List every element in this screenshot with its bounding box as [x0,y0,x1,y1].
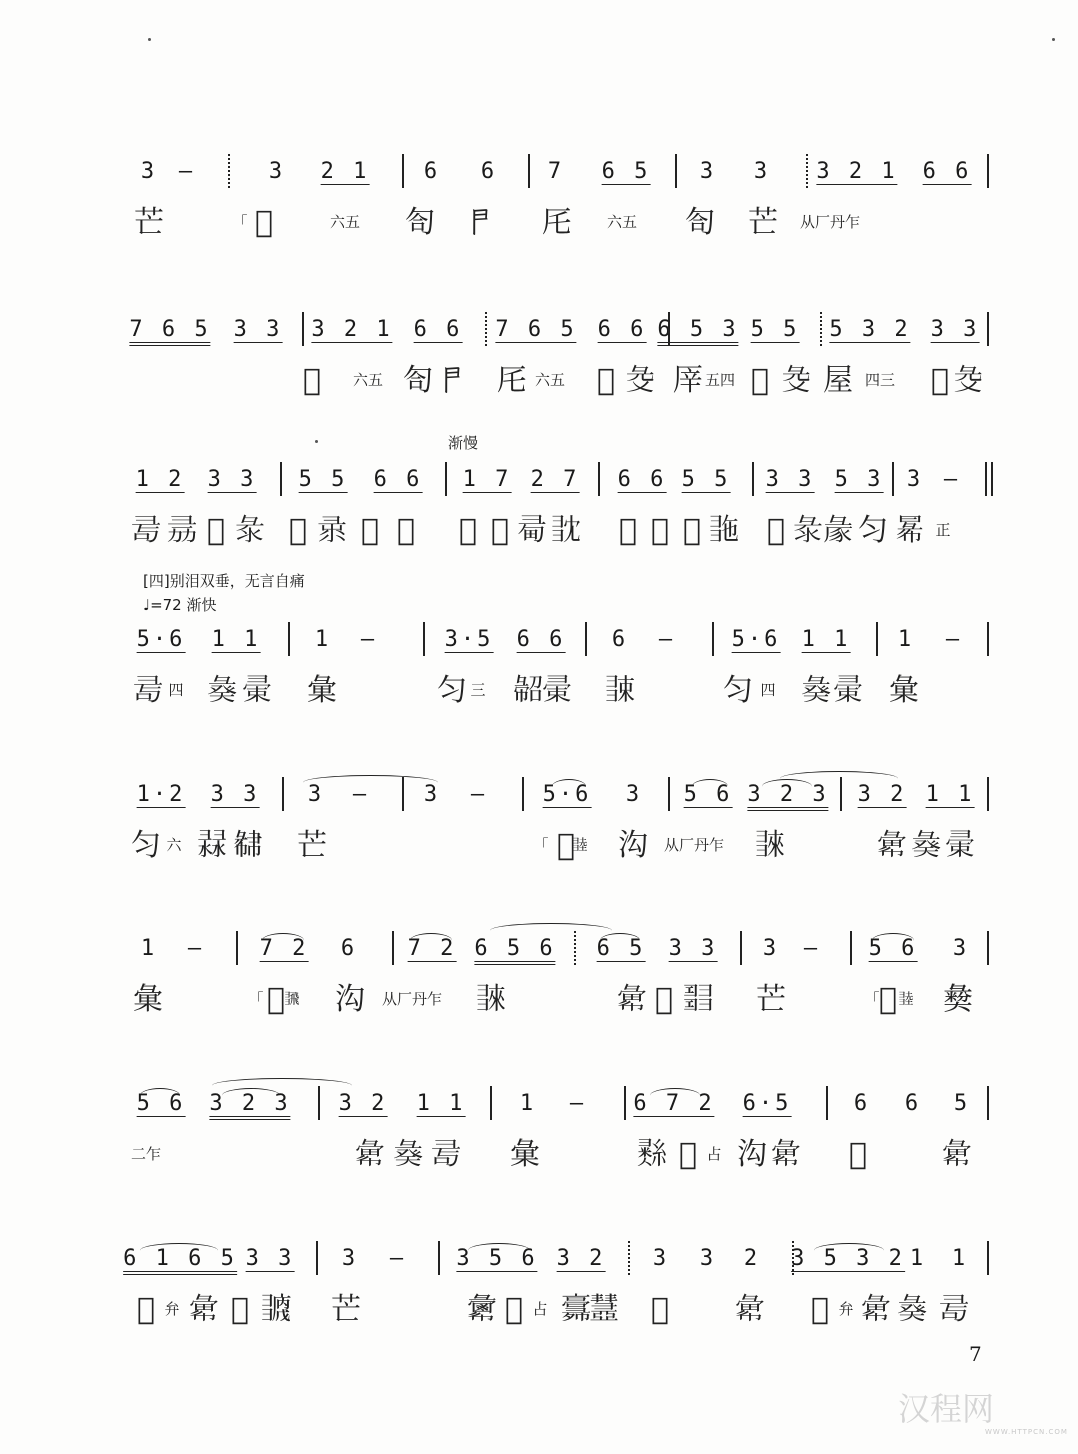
barline [820,312,822,346]
note: 3 2 1 [816,159,898,184]
tablature-char: 沟 [618,828,648,863]
tablature-char: 𢑒 [596,363,616,398]
barline [402,154,404,188]
note: 3·5 [444,627,494,652]
barline [280,462,282,496]
note: 6 1 6 5 [123,1247,237,1275]
note: 2 1 [320,159,370,184]
barline [876,622,878,656]
barline [987,931,989,965]
tablature-char: 𢑥 [307,673,337,708]
barline [987,622,989,656]
tablature-char: 𢑜 [517,513,547,548]
tablature-char: 𢑖 [682,513,702,548]
tablature-char: 𢑖 [206,513,226,548]
tablature-char: 四三 [864,371,896,389]
note: 6 6 [413,317,463,342]
barline [987,1241,989,1275]
barline [806,154,808,188]
tablature-char: 𢑣 [897,1292,927,1327]
note: 6 5 6 [474,937,555,965]
tablature-char: 𢑫 [898,990,914,1008]
tablature-char: 𢑓 [781,363,811,398]
page-number: 7 [969,1342,982,1366]
tablature-line [0,1293,1078,1353]
note: 6 6 [617,467,667,492]
note: 1·2 [136,782,186,807]
note: 5 6 [136,1091,186,1116]
note: 3 [268,159,286,184]
note: 1 [897,627,915,652]
note: 6 6 [922,159,972,184]
tablature-line [0,983,1078,1043]
note: 2 7 [530,467,580,492]
tablature-char: 二乍 [130,1145,162,1163]
barline [490,1086,492,1120]
note: 5 5 [298,467,348,492]
note: 3 2 [556,1246,606,1271]
note: 5 6 [683,782,733,807]
barline [423,622,425,656]
tablature-char: 𢑕 [167,513,197,548]
note: 1 1 [211,627,261,652]
tablature-char: 𢑧 [605,673,635,708]
tablature-char: 「 [533,836,549,854]
barline [668,312,670,346]
barline [392,931,394,965]
tablature-char: 𢑘 [317,513,347,548]
slur [262,933,304,948]
tablature-char: 屋 [823,363,853,398]
note: 5 6 [868,936,918,961]
barline [228,154,230,188]
tablature-char: 匀 [858,513,888,548]
barline [826,1086,828,1120]
tablature-char: 𢑭 [189,1292,219,1327]
note: — [360,627,378,652]
note: 5 3 [834,467,884,492]
tablature-char: 𢑦 [513,673,543,708]
speck [315,440,318,443]
barline [445,462,447,496]
tablature-char: 𢑠 [709,513,739,548]
note: 3 [140,159,158,184]
slur [490,923,612,938]
tablature-char: 𢑝 [551,513,581,548]
note: 3 [762,936,780,961]
tablature-char: 𢑷 [467,1292,497,1327]
note: 3 2 3 [209,1092,290,1120]
tablature-char: 𢑯 [654,982,674,1017]
note: 6 7 2 [633,1091,715,1116]
note: 3 [906,467,924,492]
tablature-char: 𢑴 [136,1292,156,1327]
note: 7 6 5 [129,318,210,346]
barline [987,312,989,346]
note: 3 3 [207,467,257,492]
barline [288,622,290,656]
tablature-char: 𢑺 [650,1292,670,1327]
watermark: 汉程网 [898,1390,995,1428]
tablature-char: 芒 [748,205,778,240]
tablature-char: 𢑣 [801,673,831,708]
ritardando-mark: 渐慢 [448,434,479,452]
note: — [658,627,676,652]
slur [140,1243,218,1258]
barline [624,1086,626,1120]
note: 6 6 [373,467,423,492]
tablature-char: 𠁣 [437,363,467,398]
tablature-char: 六五 [606,213,638,231]
tablature-char: 𠁣 [465,205,495,240]
tablature-char: 𢑲 [637,1137,667,1172]
barline [987,777,989,811]
tablature-char: 𢑪 [504,1292,524,1327]
note: 3 3 [245,1246,295,1271]
tablature-char: 𢑒 [930,363,950,398]
tablature-char: 占 [706,1145,722,1163]
tablature-char: 厗 [673,363,703,398]
note: 6·5 [742,1091,792,1116]
tablature-char: 弁 [164,1300,180,1318]
tablature-char: 芒 [134,205,164,240]
barline [628,1241,630,1275]
tablature-char: 「 [864,990,880,1008]
note: 7 6 5 [495,317,577,342]
tablature-char: 芒 [297,828,327,863]
tablature-line [0,1138,1078,1198]
tablature-line [0,674,1078,734]
barline [302,312,304,346]
tablature-char: 沟 [335,982,365,1017]
slur [552,779,586,794]
tablature-char: 𢑗 [235,513,265,548]
tablature-char: 𢑒 [750,363,770,398]
tablature-char: 𢑖 [766,513,786,548]
note: 6 [904,1091,922,1116]
tablature-char: 匀 [131,828,161,863]
note: — [178,159,196,184]
note: 5 [953,1091,971,1116]
barline [438,1241,440,1275]
tablature-char: 六五 [329,213,361,231]
slur [814,1243,884,1258]
tablature-char: 𢑖 [288,513,308,548]
barline [316,1241,318,1275]
tablature-char: 𢑮 [284,990,300,1008]
slur [140,1088,180,1103]
tablature-char: 𢑪 [266,982,286,1017]
tablature-char: 𢑢 [895,513,925,548]
note: — [470,782,488,807]
tempo-mark: ♩=72 渐快 [143,596,217,614]
tablature-char: 𢑖 [458,513,478,548]
note: 3 3 [668,936,718,961]
barline [987,154,989,188]
note: 3 3 [233,317,283,342]
tablature-char: 𢑣 [207,673,237,708]
note: 6 5 3 [657,318,738,346]
tablature-char: 匌 [685,205,715,240]
note: 3 2 [857,782,907,807]
barline [598,462,600,496]
note: 5 5 [681,467,731,492]
tablature-char: 𢑤 [833,673,863,708]
tablature-char: 𢑡 [823,513,853,548]
tablature-char: 占 [532,1300,548,1318]
tablature-char: 𢑵 [230,1292,250,1327]
note: — [945,627,963,652]
note: 2 [743,1246,761,1271]
note: 7 [547,159,565,184]
tablature-char: 四 [168,681,184,699]
note: 7 2 [259,936,309,961]
barline [236,931,238,965]
tablature-char: 匀 [723,673,753,708]
note: — [943,467,961,492]
tablature-char: 𢑭 [735,1292,765,1327]
tablature-char: 六五 [352,371,384,389]
tablature-char: 五四 [704,371,736,389]
slur [212,1078,352,1093]
barline [675,154,677,188]
note: 3 5 3 2 [791,1246,905,1271]
tablature-char: 𢑣 [911,828,941,863]
note: 1 [909,1246,927,1271]
note: 6 [611,627,629,652]
note: 6 6 [516,627,566,652]
slur [780,771,898,786]
tablature-char: 𪠾 [254,205,274,240]
tablature-char: 𢑗 [793,513,823,548]
tablature-char: 𢑥 [510,1137,540,1172]
tablature-char: 弁 [838,1300,854,1318]
tablature-char: 𢑛 [490,513,510,548]
tablature-char: 𢑭 [771,1137,801,1172]
note: 3 2 1 [311,317,393,342]
tablature-char: 从厂丹乍 [381,990,443,1008]
tablature-char: 沟 [737,1137,767,1172]
note: 3 [952,936,970,961]
speck [1052,38,1055,41]
note: 3 2 3 [747,783,828,811]
note: — [187,936,205,961]
note: 1 1 [925,782,975,807]
tablature-char: 𢑔 [131,513,161,548]
tablature-char: 六五 [534,371,566,389]
barline [485,312,487,346]
note: 6 [423,159,441,184]
tablature-char: 𢑓 [625,363,655,398]
tablature-char: 𢑚 [396,513,416,548]
tablature-char: 𢑹 [589,1292,619,1327]
tablature-line [0,514,1078,574]
speck [148,38,151,41]
tablature-char: 厇 [542,205,572,240]
tablature-char: 𢑩 [233,828,263,863]
tablature-char: 𢑴 [810,1292,830,1327]
note: 3 3 [930,317,980,342]
note: 3 3 [210,782,260,807]
note: 5 5 [750,317,800,342]
tablature-char: 芒 [756,982,786,1017]
tablature-char: 匌 [403,363,433,398]
note: 3 3 [765,467,815,492]
tablature-char: 𢑥 [133,982,163,1017]
tablature-char: 匀 [437,673,467,708]
tablature-char: 𢑸 [561,1292,591,1327]
note: 3 [699,1246,717,1271]
note: 3 5 6 [456,1246,538,1271]
note: — [352,782,370,807]
barline [985,462,993,496]
note: 1 [140,936,158,961]
barline [712,622,714,656]
tablature-char: 正 [935,521,951,539]
tablature-line [0,364,1078,424]
tablature-char: 𢑥 [889,673,919,708]
tablature-char: 𢑔 [133,673,163,708]
note: 1 7 [462,467,512,492]
note: — [569,1091,587,1116]
tablature-char: 𢑭 [617,982,647,1017]
tablature-char: 𢑭 [942,1137,972,1172]
tablature-char: 𪠾 [302,363,322,398]
slur [468,1243,530,1258]
slur [692,779,728,794]
tablature-char: 「 [232,213,248,231]
note: — [389,1246,407,1271]
barline [282,777,284,811]
tablature-char: 𢑶 [261,1292,291,1327]
barline [668,777,670,811]
tablature-char: 四 [760,681,776,699]
note: 6 6 [597,317,647,342]
tablature-char: 芒 [331,1292,361,1327]
watermark-url: WWW.HTTPCN.COM [985,1428,1068,1436]
note: 1 [519,1091,537,1116]
tablature-char: 𢑟 [650,513,670,548]
tablature-char: 𢑪 [878,982,898,1017]
tablature-char: 𢑤 [945,828,975,863]
barline [752,462,754,496]
tablature-char: 𢑔 [431,1137,461,1172]
tablature-char: 𢑞 [618,513,638,548]
note: 3 [753,159,771,184]
tablature-line [0,829,1078,889]
tablature-char: 𢑬 [755,828,785,863]
note: 7 2 [407,936,457,961]
note: 5·6 [731,627,781,652]
note: 1 1 [416,1091,466,1116]
note: — [803,936,821,961]
tablature-char: 𢑭 [355,1137,385,1172]
note: 6 [480,159,498,184]
tablature-char: 匌 [405,205,435,240]
note: 3 [625,782,643,807]
tablature-char: 𢑤 [242,673,272,708]
tablature-char: 从厂丹乍 [663,836,725,854]
barline [585,622,587,656]
slur [410,933,452,948]
note: 3 [341,1246,359,1271]
note: 5·6 [136,627,186,652]
tablature-char: 𢑪 [556,828,576,863]
slur [303,775,438,790]
note: 6 5 [601,159,651,184]
note: 3 [699,159,717,184]
note: 5 3 2 [829,317,911,342]
tablature-char: 六 [166,836,182,854]
barline [892,462,894,496]
note: 6 [340,936,358,961]
tablature-char: 𢑫 [572,836,588,854]
slur [872,933,914,948]
tablature-char: 𢑤 [542,673,572,708]
tablature-line [0,206,1078,266]
tablature-char: 𢑙 [360,513,380,548]
tablature-char: 厇 [497,363,527,398]
tablature-char: 𢑨 [197,828,227,863]
tablature-char: 𢑰 [683,982,713,1017]
note: 1 1 [801,627,851,652]
note: 3 2 [338,1091,388,1116]
note: 5·6 [542,782,592,807]
slur [600,933,640,948]
slur [650,1088,700,1103]
tablature-char: 「 [248,990,264,1008]
tablature-char: 从厂丹乍 [799,213,861,231]
note: 1 [951,1246,969,1271]
barline [850,931,852,965]
barline [522,777,524,811]
tablature-char: 𢑓 [953,363,983,398]
tablature-char: 𢑭 [861,1292,891,1327]
barline [792,1241,794,1275]
barline [528,154,530,188]
note: 6 [853,1091,871,1116]
note: 1 2 [135,467,185,492]
tablature-char: 𢑔 [939,1292,969,1327]
note: 1 [314,627,332,652]
barline [987,1086,989,1120]
note: 6 5 [596,936,646,961]
tablature-char: 三 [470,681,486,699]
tablature-char: 𢑱 [943,982,973,1017]
note: 3 [652,1246,670,1271]
section-title: [四]别泪双垂，无言自痛 [143,572,305,590]
tablature-char: 𢑳 [848,1137,868,1172]
tablature-char: 𢑭 [877,828,907,863]
tablature-char: 𢑣 [393,1137,423,1172]
note: 3 [307,782,325,807]
barline [740,931,742,965]
tablature-char: 𢑪 [678,1137,698,1172]
tablature-char: 𢑬 [476,982,506,1017]
note: 3 [423,782,441,807]
